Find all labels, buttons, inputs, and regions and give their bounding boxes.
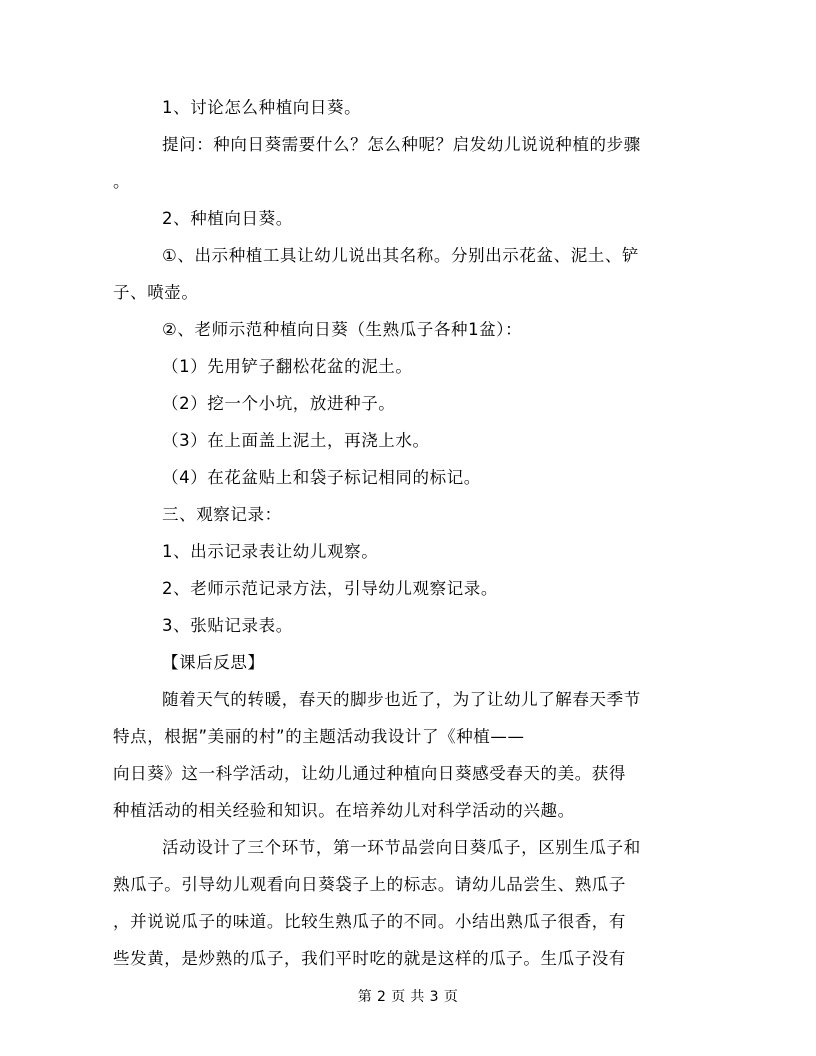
text-line: 随着天气的转暖，春天的脚步也近了，为了让幼儿了解春天季节 [162, 690, 641, 709]
text-line: （3）在上面盖上泥土，再浇上水。 [162, 431, 430, 450]
text-line: 3、张贴记录表。 [162, 616, 293, 635]
text-line: 子、喷壶。 [113, 283, 199, 302]
text-line: （4）在花盆贴上和袋子标记相同的标记。 [162, 468, 481, 487]
text-line: ①、出示种植工具让幼儿说出其名称。分别出示花盆、泥土、铲 [162, 246, 640, 265]
text-line: ，并说说瓜子的味道。比较生熟瓜子的不同。小结出熟瓜子很香，有 [113, 912, 626, 931]
text-line: 种植活动的相关经验和知识。在培养幼儿对科学活动的兴趣。 [113, 801, 575, 820]
section-heading: 三、观察记录： [162, 505, 282, 524]
text-line: 特点，根据”美丽的村”的主题活动我设计了《种植—— [113, 727, 525, 746]
section-heading: 【课后反思】 [162, 653, 265, 672]
text-line: 些发黄，是炒熟的瓜子，我们平时吃的就是这样的瓜子。生瓜子没有 [113, 949, 626, 968]
page-number-footer: 第 2 页 共 3 页 [357, 989, 459, 1005]
text-line: （2）挖一个小坑，放进种子。 [162, 394, 396, 413]
text-line: 2、种植向日葵。 [162, 209, 293, 228]
text-line: 提问：种向日葵需要什么？怎么种呢？启发幼儿说说种植的步骤 [162, 135, 641, 154]
text-line: 。 [113, 172, 131, 191]
text-line: 1、讨论怎么种植向日葵。 [162, 98, 362, 117]
text-line: 活动设计了三个环节，第一环节品尝向日葵瓜子，区别生瓜子和 [162, 838, 641, 857]
text-line: 1、出示记录表让幼儿观察。 [162, 542, 379, 561]
text-line: （1）先用铲子翻松花盆的泥土。 [162, 357, 413, 376]
text-line: 熟瓜子。引导幼儿观看向日葵袋子上的标志。请幼儿品尝生、熟瓜子 [113, 875, 626, 894]
text-line: 向日葵》这一科学活动，让幼儿通过种植向日葵感受春天的美。获得 [113, 764, 626, 783]
text-line: 2、老师示范记录方法，引导幼儿观察记录。 [162, 579, 498, 598]
text-line: ②、老师示范种植向日葵（生熟瓜子各种1盆）： [162, 320, 523, 339]
